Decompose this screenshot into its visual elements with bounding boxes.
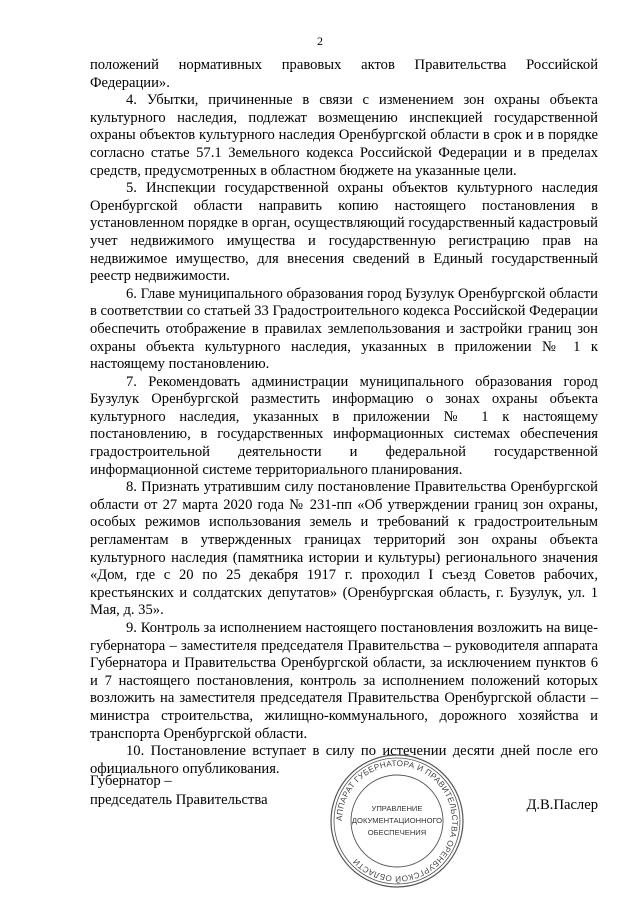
paragraph-10: 10. Постановление вступает в силу по истечении десяти дней после его официального опубликования. bbox=[90, 743, 598, 777]
signatory-name: Д.В.Паслер bbox=[526, 797, 598, 813]
seal-line1: УПРАВЛЕНИЕ bbox=[371, 804, 423, 813]
signatory-title-line2: председатель Правительства bbox=[90, 792, 268, 808]
signatory-title-line1: Губернатор – bbox=[90, 773, 172, 789]
signatory-title bbox=[90, 772, 268, 810]
seal-line3: ОБЕСПЕЧЕНИЯ bbox=[367, 828, 427, 837]
paragraph-6: 6. Главе муниципального образования город Бузулук Оренбургской области в соответствии со статьей 33 Градостроительного кодекса Российской Федерации обеспечить отображение в правилах землепользования и застройки границ зон охраны объекта культурного наследия, указанных в приложении № 1 к настоящему постановлению. bbox=[90, 285, 598, 373]
paragraph-continuation: положений нормативных правовых актов Правительства Российской Федерации». bbox=[90, 57, 598, 91]
official-seal bbox=[328, 752, 466, 890]
paragraph-4: 4. Убытки, причиненные в связи с изменением зон охраны объекта культурного наследия, подлежат возмещению инспекцией государственной охраны объектов культурного наследия Оренбургской области в срок и в порядке согласно статье 57.1 Земельного кодекса Российской Федерации и в пределах средств, предусмотренных в областном бюджете на указанные цели. bbox=[90, 92, 598, 179]
paragraph-5: 5. Инспекции государственной охраны объектов культурного наследия Оренбургской области направить копию настоящего постановления в установленном порядке в орган, осуществляющий государственный кадастровый учет недвижимого имущества и государственную регистрацию прав на недвижимое имущество, для внесения сведений в Единый государственный реестр недвижимости. bbox=[90, 180, 598, 285]
seal-ring-text: АППАРАТ ГУБЕРНАТОРА И ПРАВИТЕЛЬСТВА ОРЕНБУРГСКОЙ ОБЛАСТИ bbox=[334, 758, 460, 884]
page-number: 2 bbox=[317, 34, 323, 48]
document-body bbox=[90, 57, 598, 778]
paragraph-7: 7. Рекомендовать администрации муниципального образования город Бузулук Оренбургской разместить информацию о зонах охраны объекта культурного наследия, указанных в приложении № 1 к настоящему постановлению, в государственных информационных системах обеспечения градостроительной деятельности и федеральной государственной информационной системе территориального планирования. bbox=[90, 373, 598, 478]
seal-line2: ДОКУМЕНТАЦИОННОГО bbox=[351, 816, 443, 825]
paragraph-9: 9. Контроль за исполнением настоящего постановления возложить на вице-губернатора – заместителя председателя Правительства – руководителя аппарата Губернатора и Правительства Оренбургской области, за исключением пунктов 6 и 7 настоящего постановления, контроль за исполнением положений которых возложить на заместителя председателя Правительства Оренбургской области – министра строительства, жилищно-коммунального, дорожного хозяйства и транспорта Оренбургской области. bbox=[90, 620, 598, 742]
paragraph-8: 8. Признать утратившим силу постановление Правительства Оренбургской области от 27 марта 2020 года № 231-пп «Об утверждении границ зон охраны, особых режимов использования земель и требований к градостроительным регламентам в утвержденных границах территорий зон охраны объекта культурного наследия (памятника истории и культуры) регионального значения «Дом, где с 20 по 25 декабря 1917 г. проходил I съезд Советов рабочих, крестьянских и солдатских депутатов» (Оренбургская область, г. Бузулук, ул. 1 Мая, д. 35». bbox=[90, 479, 598, 619]
